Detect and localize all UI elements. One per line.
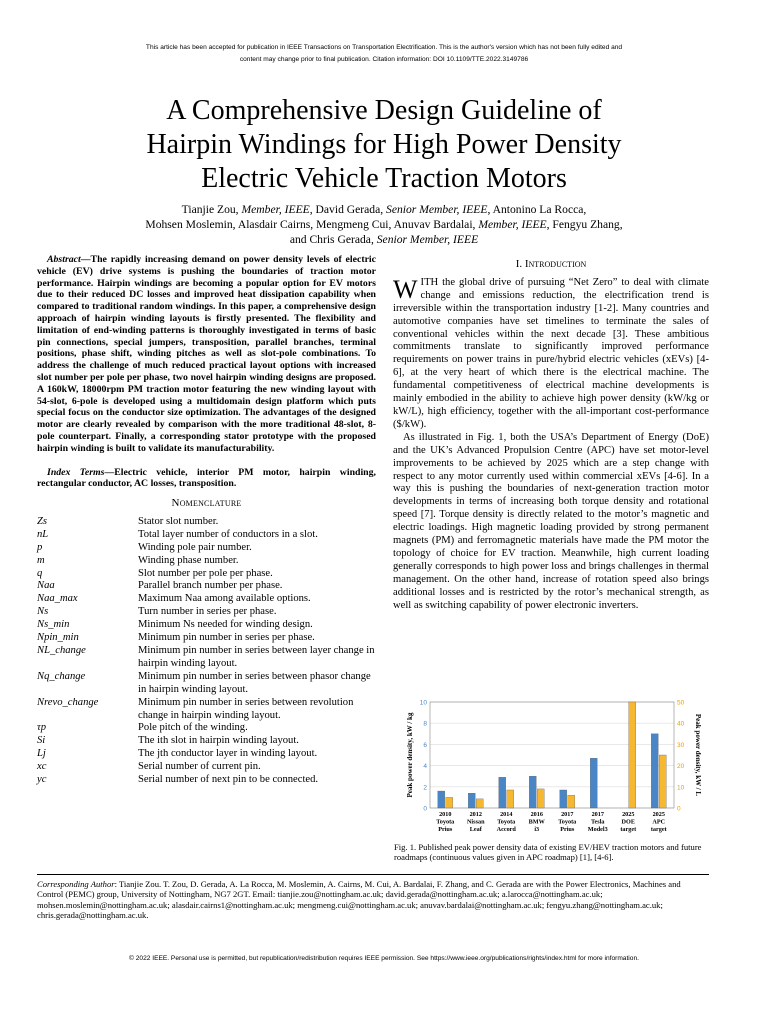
- authors-line3: [0, 232, 768, 247]
- x-tick-label: 2017: [591, 811, 604, 818]
- author-role: Member, IEEE: [241, 203, 310, 216]
- y-tick-label-right: 0: [677, 805, 681, 813]
- index-terms-text: —Electric vehicle, interior PM motor, hairpin winding, rectangular conductor, AC losses, transposition.: [37, 466, 376, 490]
- nomenclature-definition: Total layer number of conductors in a slot.: [138, 528, 318, 540]
- x-tick-label: target: [620, 826, 637, 833]
- bar-kw-per-l: [537, 789, 544, 808]
- y-tick-label-right: 10: [677, 784, 685, 792]
- nomenclature-row: [37, 516, 376, 529]
- intro-paragraph-1: [393, 274, 709, 432]
- nomenclature-symbol: NL_change: [37, 645, 86, 656]
- nomenclature-row: [37, 580, 376, 593]
- author-text: Mohsen Moslemin, Alasdair Cairns, Mengmeng Cui, Anuvav Bardalai,: [145, 218, 479, 231]
- paper-title: [0, 94, 768, 196]
- x-tick-label: 2017: [561, 811, 574, 818]
- nomenclature-row: [37, 606, 376, 619]
- x-tick-label: 2016: [530, 811, 543, 818]
- left-column: [37, 254, 376, 787]
- bar-kw-per-l: [446, 797, 453, 808]
- bar-kw-per-kg: [529, 776, 536, 808]
- bar-kw-per-kg: [499, 777, 506, 808]
- index-terms: [37, 467, 376, 491]
- x-tick-label: i3: [534, 826, 540, 833]
- nomenclature-definition: Winding pole pair number.: [138, 541, 252, 553]
- x-tick-label: BMW: [528, 818, 545, 826]
- x-tick-label: APC: [652, 818, 666, 826]
- bar-kw-per-l: [476, 799, 483, 808]
- bar-kw-per-l: [568, 795, 575, 808]
- nomenclature-definition: The jth conductor layer in winding layout.: [138, 748, 318, 760]
- nomenclature-row: [37, 774, 376, 787]
- intro-paragraph-1-text: ITH the global drive of pursuing “Net Zero” to deal with climate change and emissions reduction, the electrification trend is irreversible within the transportation industry [1-2]. Many countries and automotive companies have set timelines to terminate the sales of conventional vehicles within the next decade [3]. These ambitious commitments translate to significantly improved performance requirements on power trains in pure/hybrid electric vehicles (xEVs) [4-6], at the very heart of which there is the electrical machine. The fundamental competitiveness of electrical machine developments is mainly embodied in the ability to achieve high power density (kW/kg or kW/L), high efficiency, together with the all-important cost-performance ($/kW).: [393, 276, 709, 430]
- x-tick-label: Toyota: [436, 818, 455, 826]
- bar-kw-per-kg: [468, 793, 475, 808]
- title-line2: Hairpin Windings for High Power Density: [146, 129, 622, 160]
- bar-kw-per-kg: [438, 791, 445, 808]
- nomenclature-symbol: Lj: [37, 748, 46, 760]
- x-tick-label: Accord: [496, 826, 516, 833]
- y-tick-label-left: 6: [423, 741, 427, 749]
- publication-notice-line2: content may change prior to final publication. Citation information: DOI 10.1109/TTE.2022.3149786: [239, 56, 529, 63]
- y-tick-label-right: 50: [677, 699, 685, 707]
- nomenclature-row: [37, 555, 376, 568]
- nomenclature-symbol: p: [37, 541, 43, 553]
- bar-kw-per-kg: [651, 734, 658, 808]
- nomenclature-symbol: Nrevo_change: [37, 696, 99, 708]
- nomenclature-symbol: Ns_min: [37, 619, 70, 631]
- title-line3: Electric Vehicle Traction Motors: [201, 163, 567, 194]
- index-terms-lead: Index Terms: [47, 466, 105, 478]
- x-tick-label: Tesla: [590, 818, 605, 826]
- nomenclature-symbol: Nq_change: [37, 670, 86, 682]
- nomenclature-definition: Minimum pin number in series between layer change in hairpin winding layout.: [138, 645, 375, 669]
- y-tick-label-right: 40: [677, 720, 685, 728]
- bar-kw-per-l: [507, 790, 514, 808]
- authors-line1: [0, 202, 768, 217]
- author-text: , David Gerada,: [309, 203, 387, 216]
- nomenclature-row: [37, 761, 376, 774]
- power-density-chart: [396, 694, 708, 840]
- copyright-notice: © 2022 IEEE. Personal use is permitted, but republication/redistribution requires IEEE permission. See https://www.ieee.org/publications/rights/index.html for more information.: [129, 955, 639, 962]
- x-tick-label: 2025: [652, 811, 665, 818]
- author-text: , Fengyu Zhang,: [546, 218, 623, 231]
- nomenclature-definition: Winding phase number.: [138, 554, 239, 566]
- nomenclature-symbol: m: [37, 554, 45, 566]
- abstract: [37, 254, 376, 455]
- nomenclature-row: [37, 593, 376, 606]
- author-text: , Antonino La Rocca,: [487, 203, 587, 216]
- y-tick-label-left: 2: [423, 784, 427, 792]
- nomenclature-symbol: Ns: [37, 606, 49, 618]
- y-tick-label-left: 4: [423, 763, 427, 771]
- y-axis-label-right: Peak power density, kW / L: [694, 713, 702, 797]
- bar-kw-per-kg: [590, 758, 597, 808]
- nomenclature-row: [37, 735, 376, 748]
- nomenclature-definition: Slot number per pole per phase.: [138, 567, 273, 579]
- drop-cap: W: [393, 274, 418, 304]
- corresponding-author-footnote: [37, 879, 709, 921]
- author-list: [0, 202, 768, 247]
- x-tick-label: Toyota: [558, 818, 577, 826]
- author-text: Tianjie Zou,: [181, 203, 242, 216]
- nomenclature-definition: Turn number in series per phase.: [138, 606, 277, 618]
- nomenclature-symbol: τp: [37, 722, 47, 734]
- nomenclature-table: [37, 516, 376, 787]
- nomenclature-definition: Minimum pin number in series per phase.: [138, 632, 315, 644]
- x-tick-label: Nissan: [466, 818, 485, 826]
- nomenclature-row: [37, 568, 376, 581]
- author-role: Member, IEEE: [478, 218, 547, 231]
- x-tick-label: Prius: [438, 826, 453, 833]
- x-tick-label: 2025: [622, 811, 635, 818]
- author-role: Senior Member, IEEE: [376, 233, 479, 246]
- x-tick-label: 2010: [439, 811, 452, 818]
- x-tick-label: target: [650, 826, 667, 833]
- x-tick-label: 2014: [500, 811, 513, 818]
- nomenclature-symbol: Npin_min: [37, 632, 79, 644]
- footnote-text: : Tianjie Zou. T. Zou, D. Gerada, A. La Rocca, M. Moslemin, A. Cairns, M. Cui, A. Bardalai, F. Zhang, and C. Gerada are with the Power Electronics, Machines and Control (PEMC) group, University of Nottingham, NG7 2GT. Email: tianjie.zou@nottingham.ac.uk; david.gerada@nottingham.ac.uk; a.larocca@nottingham.ac.uk; mohsen.moslemin@nottingham.ac.uk; alasdair.cairns1@nottingham.ac.uk; mengmeng.cui@nottingham.ac.uk; anuvav.bardalai@nottingham.ac.uk; fengyu.zhang@nottingham.ac.uk; chris.gerada@nottingham.ac.uk.: [37, 879, 681, 921]
- y-tick-label-left: 8: [423, 720, 427, 728]
- x-tick-label: Model3: [587, 826, 608, 833]
- nomenclature-row: [37, 619, 376, 632]
- figure-1-chart: [396, 694, 708, 840]
- y-tick-label-right: 20: [677, 763, 685, 771]
- nomenclature-definition: Stator slot number.: [138, 515, 219, 527]
- nomenclature-row: [37, 671, 376, 697]
- x-tick-label: 2012: [469, 811, 482, 818]
- abstract-lead: Abstract: [47, 254, 81, 265]
- nomenclature-symbol: Naa: [37, 580, 55, 592]
- figure-1-caption: Fig. 1. Published peak power density data of existing EV/HEV traction motors and future roadmaps (continuous values given in APC roadmap) [1], [4-6].: [394, 842, 702, 863]
- x-tick-label: DOE: [621, 818, 635, 826]
- nomenclature-symbol: nL: [37, 528, 49, 540]
- nomenclature-symbol: yc: [37, 774, 47, 786]
- nomenclature-symbol: Si: [37, 735, 46, 747]
- nomenclature-row: [37, 722, 376, 735]
- nomenclature-row: [37, 542, 376, 555]
- publication-notice: [0, 42, 768, 66]
- x-tick-label: Toyota: [497, 818, 516, 826]
- y-tick-label-right: 30: [677, 741, 685, 749]
- nomenclature-definition: Minimum Ns needed for winding design.: [138, 619, 313, 631]
- nomenclature-definition: Serial number of current pin.: [138, 761, 261, 773]
- bar-kw-per-l: [659, 755, 666, 808]
- y-tick-label-left: 10: [419, 699, 427, 707]
- right-column: [393, 258, 709, 612]
- x-tick-label: Prius: [560, 826, 575, 833]
- nomenclature-definition: Minimum pin number in series between revolution change in hairpin winding layout.: [138, 696, 354, 721]
- nomenclature-symbol: Naa_max: [37, 593, 78, 605]
- nomenclature-heading: Nomenclature: [171, 497, 242, 510]
- y-tick-label-left: 0: [423, 805, 427, 813]
- nomenclature-symbol: xc: [37, 761, 47, 773]
- nomenclature-definition: Serial number of next pin to be connected.: [138, 774, 319, 786]
- nomenclature-definition: Maximum Naa among available options.: [138, 593, 311, 605]
- abstract-text: —The rapidly increasing demand on power density levels of electric vehicle (EV) drive systems is pushing the boundaries of traction motor performance. Hairpin windings are becoming a popular option for EV motors due to their reduced DC losses and improved heat dissipation capability when compared to traditional random windings. In this paper, a comprehensive design approach of hairpin winding layouts is firstly presented. The flexibility and limitation of end-winding patterns is thoroughly investigated in terms of basic pin connections, special jumpers, transposition, parallel branches, terminal positions, phase shift, winding pitches as well as slot-pole combinations. To address the challenge of much reduced practical layout options with increased slot number per pole per phase, two novel hairpin winding designs are proposed. A 160kW, 18000rpm PM traction motor featuring the new winding layout with 54-slot, 6-pole is developed using a multidomain design platform which puts special focus on the conductor size optimization. The advantages of the designed motor are clearly revealed by comparison with the more traditional 48-slot, 8-pole counterpart. Finally, a corresponding stator prototype with the proposed hairpin winding is built to validate its manufacturability.: [37, 254, 376, 454]
- nomenclature-row: [37, 529, 376, 542]
- title-line1: A Comprehensive Design Guideline of: [166, 95, 602, 126]
- nomenclature-definition: Pole pitch of the winding.: [138, 722, 248, 734]
- author-text: and Chris Gerada,: [289, 233, 377, 246]
- introduction-heading: I. Introduction: [515, 258, 587, 270]
- footnote-rule: [37, 874, 709, 875]
- y-axis-label-left: Peak power density, kW / kg: [406, 712, 414, 798]
- footnote-lead: Corresponding Author: [37, 879, 115, 889]
- nomenclature-row: [37, 632, 376, 645]
- bar-kw-per-kg: [560, 790, 567, 808]
- bar-kw-per-l: [629, 702, 636, 808]
- nomenclature-definition: Parallel branch number per phase.: [138, 580, 283, 592]
- nomenclature-row: [37, 697, 376, 723]
- x-tick-label: Leaf: [469, 826, 482, 833]
- nomenclature-row: [37, 748, 376, 761]
- authors-line2: [0, 217, 768, 232]
- author-role: Senior Member, IEEE: [386, 203, 488, 216]
- publication-notice-line1: This article has been accepted for publication in IEEE Transactions on Transportation Electrification. This is the author's version which has not been fully edited and: [145, 44, 623, 51]
- plot-frame: [430, 702, 674, 808]
- nomenclature-symbol: q: [37, 567, 43, 579]
- nomenclature-symbol: Zs: [37, 515, 48, 527]
- intro-paragraph-2: As illustrated in Fig. 1, both the USA’s Department of Energy (DoE) and the UK’s Advanced Propulsion Centre (APC) have set motor-level improvements to be achieved by 2025 which are a step change with respect to any motor currently used within commercial xEVs [4-6]. In a way this is pushing the boundaries of next-generation traction motor developments in terms of increasing both torque density and rotational speed [7]. Torque density is directly related to the motor’s magnetic and electric loadings. High magnetic loading provided by strong permanent magnets (PM) and ferromagnetic materials have made the PM motor the topology of choice for EV traction. Meanwhile, high current loading generally corresponds to high power loss and brings challenges in thermal management. On the other hand, increase of rotation speed also brings additional losses and is restricted by the rotor’s mechanical strength, as well as switching capability of power electronic inverters.: [393, 431, 709, 611]
- nomenclature-definition: The ith slot in hairpin winding layout.: [138, 735, 299, 747]
- nomenclature-row: [37, 645, 376, 671]
- nomenclature-definition: Minimum pin number in series between phasor change in hairpin winding layout.: [138, 670, 371, 695]
